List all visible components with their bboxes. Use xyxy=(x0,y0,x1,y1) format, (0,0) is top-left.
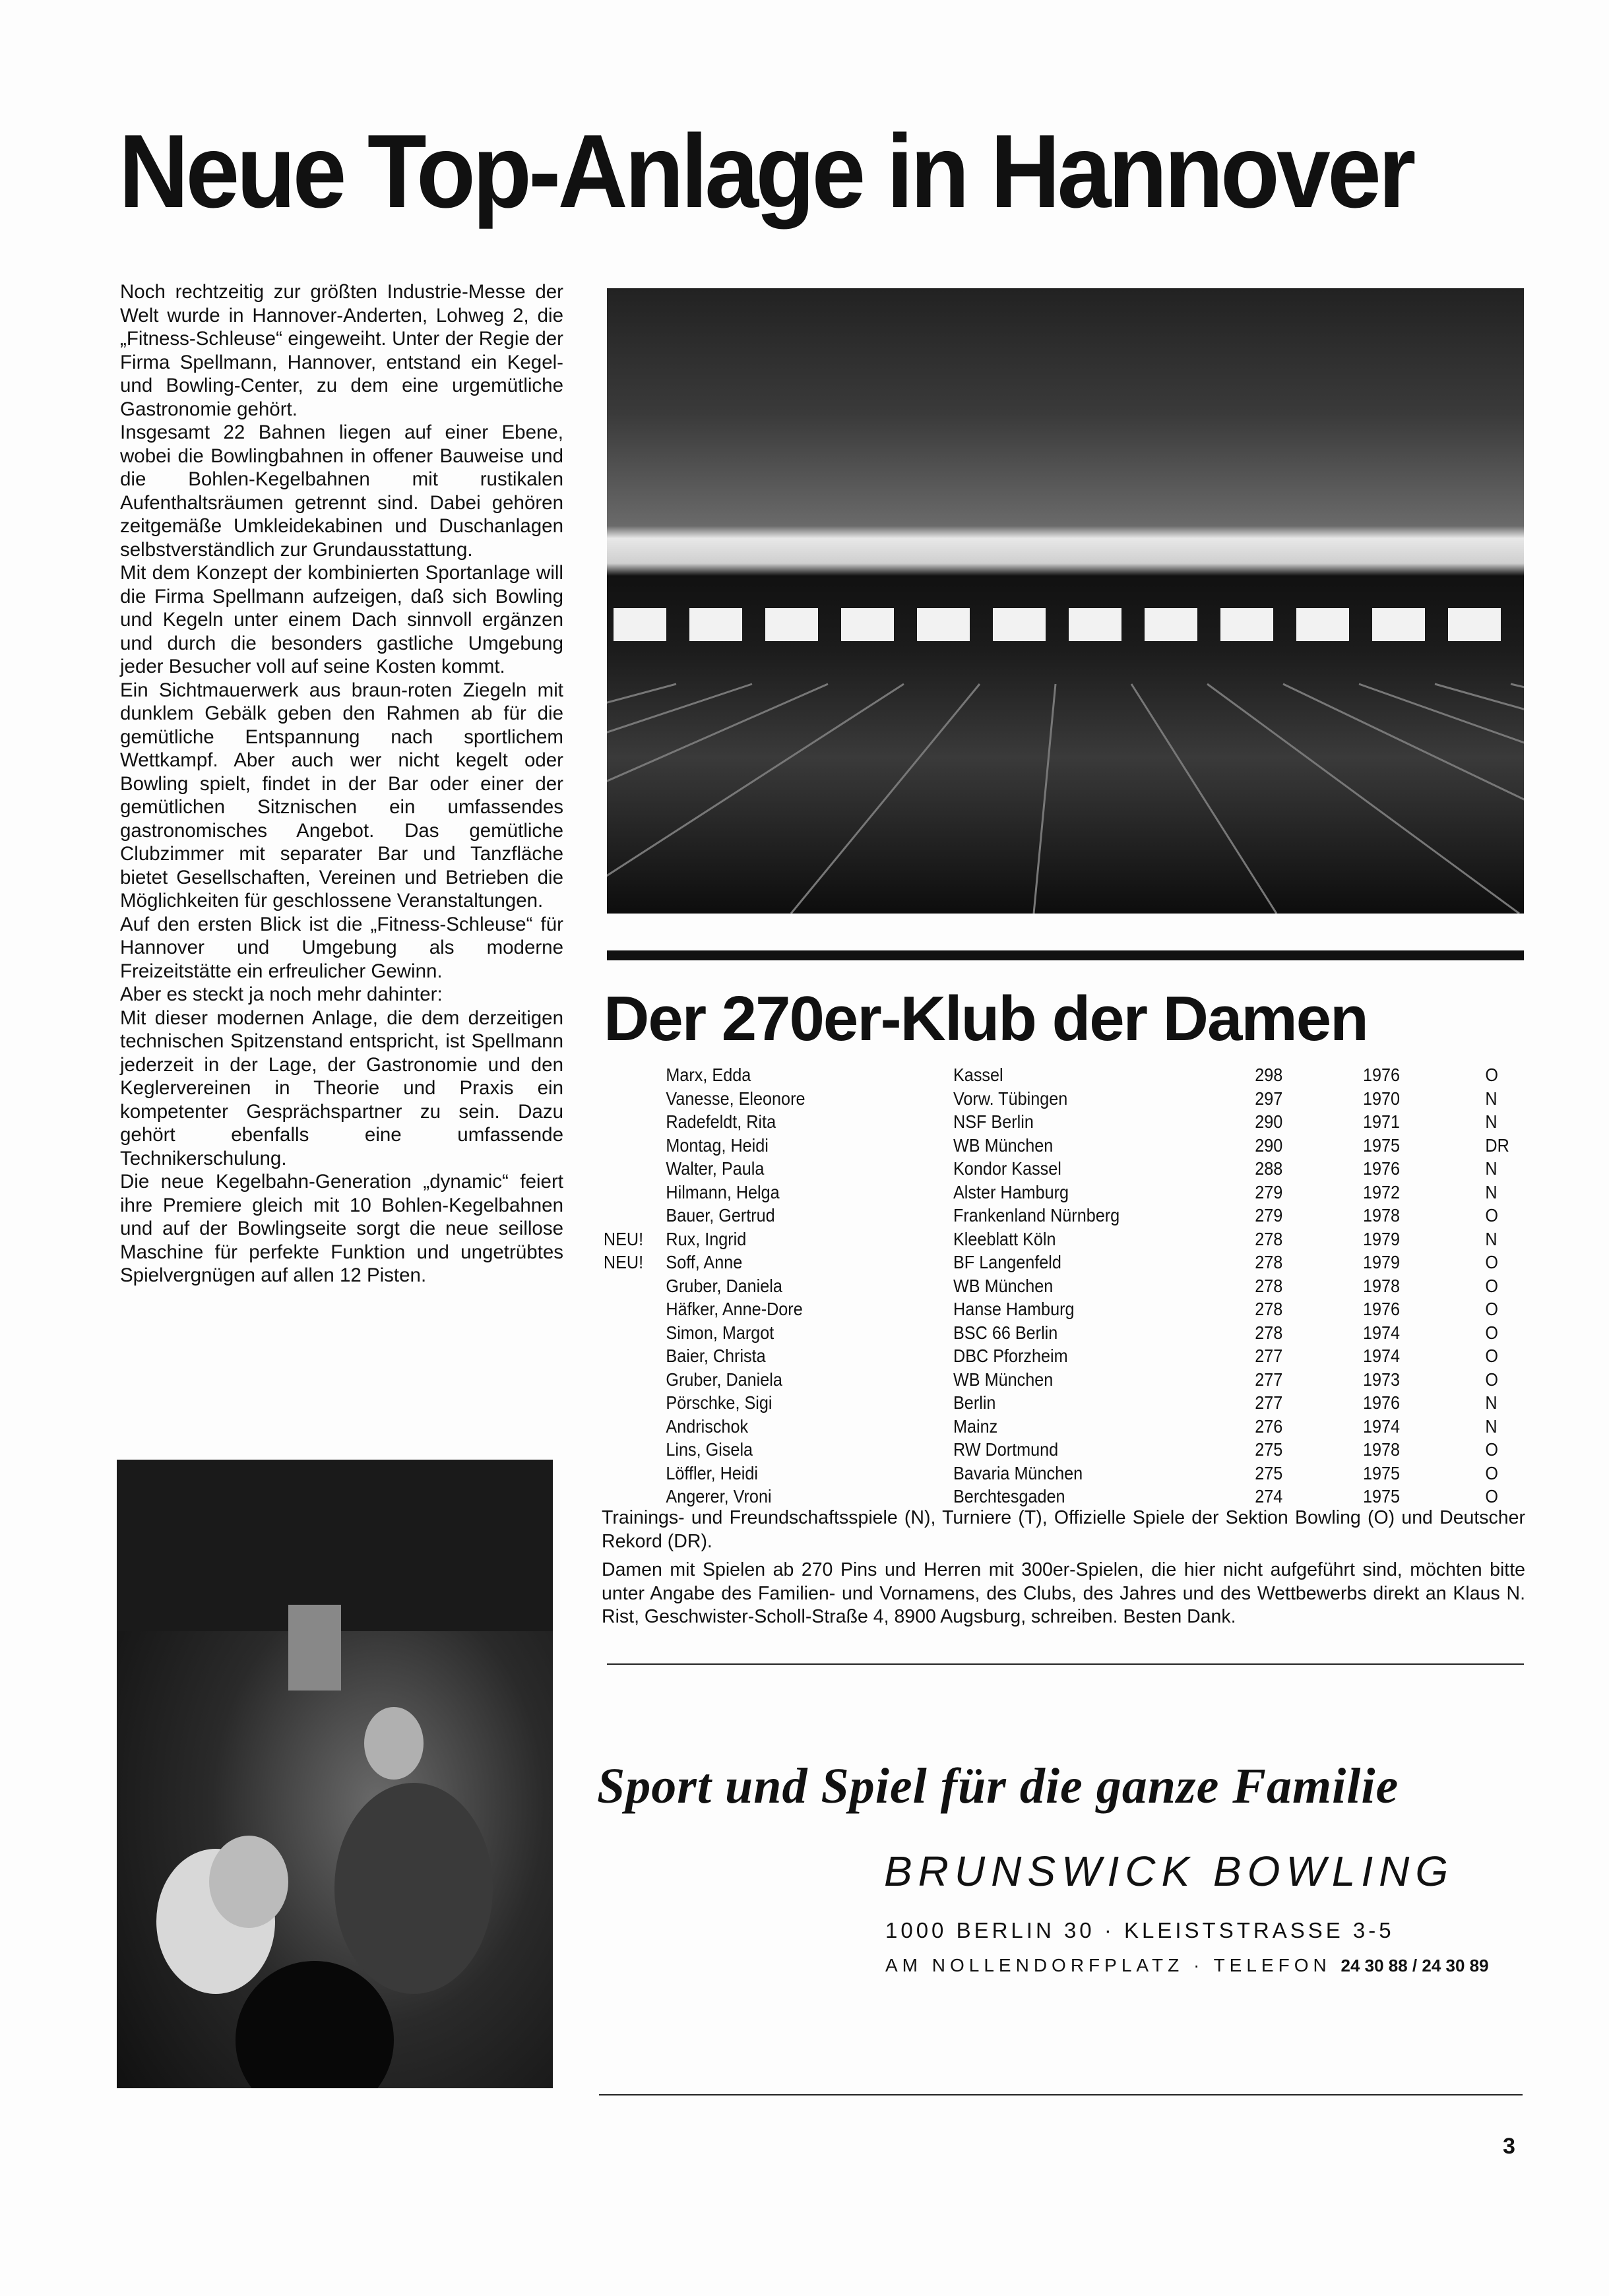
paragraph: Mit dem Konzept der kombinierten Sportanlage will die Firma Spellmann aufzeigen, daß sich Bowling und Kegeln unter einem Dach sinnvoll ergänzen und durch die besonders gastliche Umgebung jeder Besucher voll auf seine Kosten kommt. xyxy=(120,562,563,677)
cell-year: 1975 xyxy=(1363,1486,1401,1506)
cell-club: Berchtesgaden xyxy=(953,1486,1065,1506)
paragraph: Mit dieser modernen Anlage, die dem derzeitigen technischen Spitzenstand entspricht, ist Spellmann jederzeit in der Lage, der Gastronomie und den Keglervereinen in Theorie und Praxis ein kompetenter Gesprächspartner zu sein. Dazu gehört ebenfalls eine umfassende Technikerschulung. xyxy=(120,1007,563,1169)
section-title: Der 270er-Klub der Damen xyxy=(604,983,1368,1054)
cell-club: Frankenland Nürnberg xyxy=(953,1205,1120,1226)
table-row xyxy=(597,1368,1523,1392)
cell-year: 1976 xyxy=(1363,1158,1401,1179)
cell-club: DBC Pforzheim xyxy=(953,1346,1068,1366)
cell-name: Rux, Ingrid xyxy=(666,1228,747,1249)
lane-line xyxy=(607,684,828,914)
cell-club: Mainz xyxy=(953,1415,998,1437)
cell-name: Marx, Edda xyxy=(666,1065,751,1085)
article-text xyxy=(120,280,563,1288)
cell-name: Vanesse, Eleonore xyxy=(666,1088,805,1109)
cell-type: O xyxy=(1485,1369,1499,1390)
cell-club: WB München xyxy=(953,1134,1054,1156)
cell-type: N xyxy=(1485,1158,1498,1179)
cell-club: NSF Berlin xyxy=(953,1111,1034,1132)
ad-address-2 xyxy=(885,1955,1489,1976)
cell-score: 288 xyxy=(1255,1158,1283,1179)
cell-year: 1978 xyxy=(1363,1205,1401,1226)
cell-name: Soff, Anne xyxy=(666,1252,743,1272)
cell-name: Radefeldt, Rita xyxy=(666,1111,776,1132)
pinsetter xyxy=(1145,608,1197,641)
cell-type: N xyxy=(1485,1181,1498,1202)
cell-name: Hilmann, Helga xyxy=(666,1181,780,1202)
cell-year: 1978 xyxy=(1363,1439,1401,1460)
cell-year: 1974 xyxy=(1363,1415,1401,1437)
cell-score: 277 xyxy=(1255,1369,1283,1390)
divider xyxy=(599,2094,1523,2095)
cell-year: 1976 xyxy=(1363,1065,1401,1085)
lane-line xyxy=(1034,684,1056,914)
table-row xyxy=(597,1181,1523,1204)
table-row xyxy=(597,1274,1523,1298)
table-row xyxy=(597,1134,1523,1158)
cell-year: 1974 xyxy=(1363,1346,1401,1366)
table-row xyxy=(597,1321,1523,1345)
paragraph: Ein Sichtmauerwerk aus braun-roten Ziegeln mit dunklem Gebälk geben den Rahmen ab für die gemütliche Entspannung nach sportlichem Wettkampf. Aber auch wer nicht kegelt oder Bowling spielt, findet in der Bar oder einer der gemütlichen Sitznischen ein umfassendes gastronomisches Angebot. Das gemütliche Clubzimmer mit separater Bar und Tanzfläche bietet Gesellschaften, Vereinen und Betrieben die Möglichkeiten für geschlossene Veranstaltungen. xyxy=(120,679,563,912)
cell-type: N xyxy=(1485,1228,1498,1249)
lane-line xyxy=(607,684,752,914)
cell-name: Pörschke, Sigi xyxy=(666,1392,773,1413)
ad-brand: BRUNSWICK BOWLING xyxy=(884,1847,1455,1895)
ad-address-line: AM NOLLENDORFPLATZ · TELEFON xyxy=(885,1955,1331,1975)
cell-type: O xyxy=(1485,1252,1499,1272)
table-row xyxy=(597,1157,1523,1181)
table-row xyxy=(597,1063,1523,1087)
pinsetter xyxy=(1296,608,1349,641)
pinsetter xyxy=(614,608,666,641)
cell-year: 1979 xyxy=(1363,1228,1401,1249)
cell-name: Häfker, Anne-Dore xyxy=(666,1299,803,1319)
cell-score: 290 xyxy=(1255,1134,1283,1156)
cell-score: 279 xyxy=(1255,1205,1283,1226)
pinsetter xyxy=(1220,608,1273,641)
table-row xyxy=(597,1391,1523,1415)
ad-phone: 24 30 88 / 24 30 89 xyxy=(1341,1956,1489,1975)
cell-year: 1978 xyxy=(1363,1275,1401,1296)
cell-score: 279 xyxy=(1255,1181,1283,1202)
cell-year: 1976 xyxy=(1363,1299,1401,1319)
pinsetter xyxy=(1069,608,1121,641)
table-row xyxy=(597,1227,1523,1251)
pinsetter xyxy=(993,608,1046,641)
cell-club: Berlin xyxy=(953,1392,996,1413)
cell-year: 1972 xyxy=(1363,1181,1401,1202)
cell-score: 278 xyxy=(1255,1299,1283,1319)
restaurant-illustration xyxy=(117,1460,553,2088)
lane-line xyxy=(791,684,980,914)
cell-name: Lins, Gisela xyxy=(666,1439,753,1460)
cell-type: O xyxy=(1485,1439,1499,1460)
cell-name: Baier, Christa xyxy=(666,1346,766,1366)
table-row xyxy=(597,1462,1523,1485)
ad-slogan: Sport und Spiel für die ganze Familie xyxy=(597,1758,1399,1814)
table-notes xyxy=(602,1506,1525,1634)
paragraph: Noch rechtzeitig zur größten Industrie-Messe der Welt wurde in Hannover-Anderten, Lohweg 2, die „Fitness-Schleuse“ eingeweiht. Unter der Regie der Firma Spellmann, Hannover, entstand ein Kegel- und Bowling-Center, zu dem eine urgemütliche Gastronomie gehört. xyxy=(120,281,563,420)
cell-name: Simon, Margot xyxy=(666,1322,774,1343)
bowling-lanes-photo xyxy=(607,288,1524,914)
cell-club: Alster Hamburg xyxy=(953,1181,1069,1202)
cell-name: Gruber, Daniela xyxy=(666,1275,782,1296)
pinsetter xyxy=(689,608,742,641)
cell-type: O xyxy=(1485,1205,1499,1226)
pinsetter xyxy=(841,608,894,641)
legend-text: Trainings- und Freundschaftsspiele (N), Turniere (T), Offizielle Spiele der Sektion Bowling (O) und Deutscher Rekord (DR). xyxy=(602,1507,1525,1552)
restaurant-guests-photo xyxy=(117,1460,553,2088)
table-row xyxy=(597,1087,1523,1111)
lane-line xyxy=(607,684,676,914)
pinsetter xyxy=(1448,608,1501,641)
divider xyxy=(607,1663,1524,1665)
table-row xyxy=(597,1297,1523,1321)
club-table xyxy=(597,1063,1534,1508)
cell-club: RW Dortmund xyxy=(953,1439,1059,1460)
cell-score: 297 xyxy=(1255,1088,1283,1109)
table-row xyxy=(597,1204,1523,1227)
cell-type: O xyxy=(1485,1462,1499,1483)
bowling-lanes-illustration xyxy=(607,288,1524,914)
cell-club: WB München xyxy=(953,1275,1054,1296)
cell-name: Andrischok xyxy=(666,1415,749,1437)
paragraph: Aber es steckt ja noch mehr dahinter: xyxy=(120,983,443,1005)
cell-name: Bauer, Gertrud xyxy=(666,1205,775,1226)
cell-score: 275 xyxy=(1255,1462,1283,1483)
lane-line xyxy=(1359,684,1524,914)
lane-line xyxy=(1283,684,1524,914)
cell-type: N xyxy=(1485,1111,1498,1132)
table-row xyxy=(597,1251,1523,1274)
cell-score: 278 xyxy=(1255,1275,1283,1296)
ad-address: 1000 BERLIN 30 · KLEISTSTRASSE 3-5 xyxy=(885,1918,1395,1942)
section-divider xyxy=(607,950,1524,960)
cell-club: Hanse Hamburg xyxy=(953,1299,1075,1319)
cell-name: Angerer, Vroni xyxy=(666,1486,772,1506)
paragraph: Die neue Kegelbahn-Generation „dynamic“ feiert ihre Premiere gleich mit 10 Bohlen-Kegelbahnen und auf der Bowlingseite sorgt die neue seillose Maschine für perfekte Funktion und ungetrübtes Spielvergnügen auf allen 12 Pisten. xyxy=(120,1171,563,1286)
cell-score: 276 xyxy=(1255,1415,1283,1437)
cell-name: Montag, Heidi xyxy=(666,1134,769,1156)
cell-year: 1975 xyxy=(1363,1462,1401,1483)
cell-score: 290 xyxy=(1255,1111,1283,1132)
cell-score: 278 xyxy=(1255,1228,1283,1249)
cell-neu: NEU! xyxy=(603,1228,644,1249)
cell-year: 1973 xyxy=(1363,1369,1401,1390)
cell-type: N xyxy=(1485,1415,1498,1437)
cell-type: O xyxy=(1485,1065,1499,1085)
cell-name: Gruber, Daniela xyxy=(666,1369,782,1390)
cell-type: O xyxy=(1485,1275,1499,1296)
table-row xyxy=(597,1485,1523,1508)
table-row xyxy=(597,1415,1523,1439)
cell-type: N xyxy=(1485,1088,1498,1109)
pinsetter xyxy=(765,608,818,641)
cell-club: Kleeblatt Köln xyxy=(953,1228,1056,1249)
cell-type: O xyxy=(1485,1299,1499,1319)
cell-score: 298 xyxy=(1255,1065,1283,1085)
cell-club: Bavaria München xyxy=(953,1462,1083,1483)
cell-year: 1971 xyxy=(1363,1111,1401,1132)
paragraph: Insgesamt 22 Bahnen liegen auf einer Ebene, wobei die Bowlingbahnen in offener Bauweise und die Bohlen-Kegelbahnen mit rustikalen Aufenthaltsräumen getrennt sind. Dabei gehören zeitgemäße Umkleidekabinen und Duschanlagen selbstverständlich zur Grundausstattung. xyxy=(120,421,563,561)
cell-neu: NEU! xyxy=(603,1252,644,1272)
cell-score: 275 xyxy=(1255,1439,1283,1460)
cell-type: N xyxy=(1485,1392,1498,1413)
cell-type: O xyxy=(1485,1486,1499,1506)
cell-club: BF Langenfeld xyxy=(953,1252,1061,1272)
cell-score: 278 xyxy=(1255,1252,1283,1272)
cell-club: WB München xyxy=(953,1369,1054,1390)
cell-type: O xyxy=(1485,1322,1499,1343)
table-row xyxy=(597,1110,1523,1134)
cell-year: 1976 xyxy=(1363,1392,1401,1413)
cell-type: DR xyxy=(1485,1134,1509,1156)
table-row xyxy=(597,1438,1523,1462)
lane-line xyxy=(1435,684,1524,914)
cell-club: BSC 66 Berlin xyxy=(953,1322,1058,1343)
cell-score: 274 xyxy=(1255,1486,1283,1506)
cell-year: 1975 xyxy=(1363,1134,1401,1156)
cell-year: 1974 xyxy=(1363,1322,1401,1343)
cell-year: 1979 xyxy=(1363,1252,1401,1272)
pinsetter xyxy=(917,608,970,641)
paragraph: Auf den ersten Blick ist die „Fitness-Schleuse“ für Hannover und Umgebung als moderne Freizeitstätte ein erfreulicher Gewinn. xyxy=(120,913,563,982)
cell-name: Löffler, Heidi xyxy=(666,1462,759,1483)
pinsetter xyxy=(1372,608,1425,641)
cell-club: Vorw. Tübingen xyxy=(953,1088,1068,1109)
cell-score: 277 xyxy=(1255,1392,1283,1413)
cell-score: 278 xyxy=(1255,1322,1283,1343)
cell-type: O xyxy=(1485,1346,1499,1366)
submission-note: Damen mit Spielen ab 270 Pins und Herren mit 300er-Spielen, die hier nicht aufgeführt sind, möchten bitte unter Angabe des Familien- und Vornamens, des Clubs, des Jahres und des Wettbewerbs direkt an Klaus N. Rist, Geschwister-Scholl-Straße 4, 8900 Augsburg, schreiben. Besten Dank. xyxy=(602,1559,1525,1627)
cell-club: Kondor Kassel xyxy=(953,1158,1061,1179)
cell-year: 1970 xyxy=(1363,1088,1401,1109)
cell-name: Walter, Paula xyxy=(666,1158,765,1179)
page-title: Neue Top-Anlage in Hannover xyxy=(119,113,1413,230)
cell-club: Kassel xyxy=(953,1065,1003,1085)
table-row xyxy=(597,1344,1523,1368)
cell-score: 277 xyxy=(1255,1346,1283,1366)
page-number: 3 xyxy=(1503,2134,1515,2159)
